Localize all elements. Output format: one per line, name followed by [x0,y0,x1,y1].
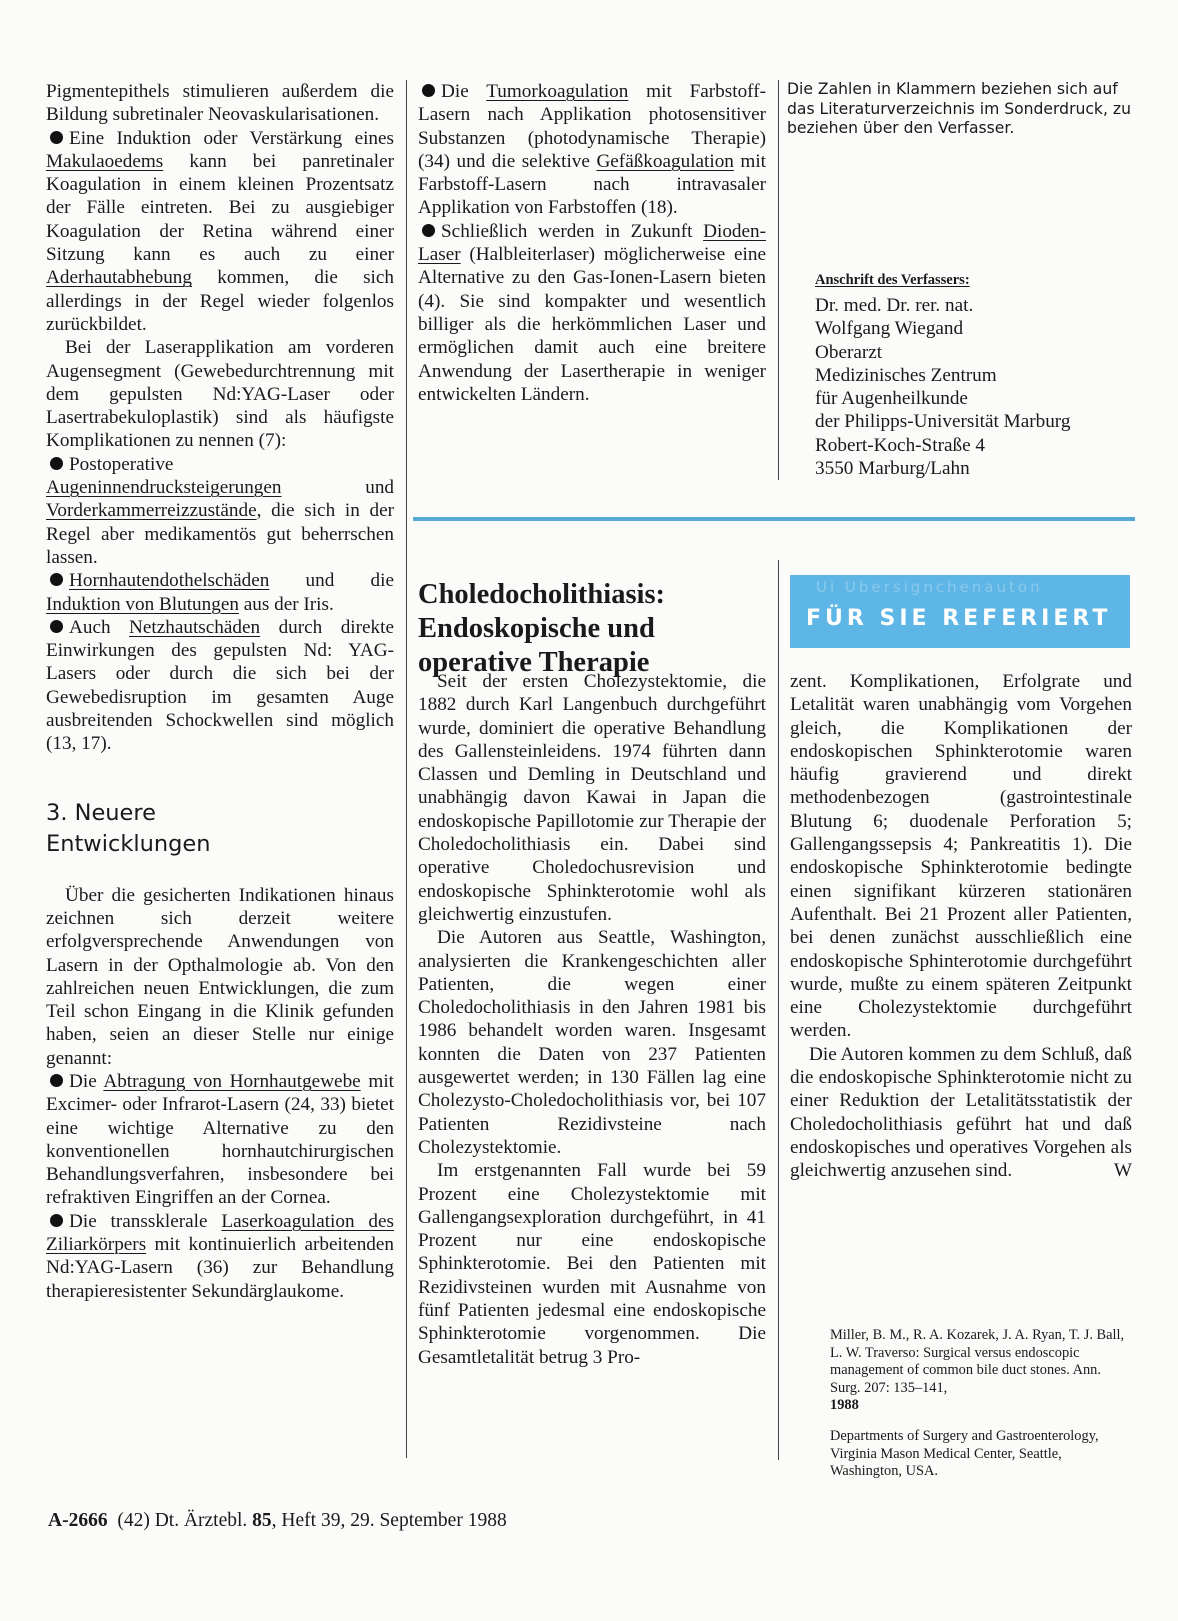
column-divider [778,560,779,1460]
address-line: der Philipps-Universität Marburg [815,411,1071,433]
badge-ghost-text: Ui Ubersignchenauton [816,578,1043,596]
bullet-icon [50,457,63,470]
article-column-right [790,670,1132,1183]
column-left [46,80,394,1303]
address-line: für Augenheilkunde [815,388,968,410]
article-title: Choledocholithiasis: Endoskopische und operative Therapie [418,579,666,678]
address-line: Dr. med. Dr. rer. nat. [815,295,974,316]
column-divider [778,80,779,480]
paragraph: Die Autoren kommen zu dem Schluß, daß die endoskopische Sphinkterotomie nicht zu einer Reduktion der Letalitätsstatistik der Choledocholithiasis geführt hat und daß endoskopisches und operatives Vorgehen als gleichwertig anzusehen sind. W [790,1043,1132,1182]
bullet-item: Die Tumorkoagulation mit Farbstoff-Lasern nach Applikation photosensitiver Substanzen (photodynamische Therapie) (34) und die selektive Gefäßkoagulation mit Farbstoff-Lasern nach intravasaler Applikation von Farbstoffen (18). [418,81,767,219]
author-address [815,272,1145,480]
column-divider [406,80,407,1458]
bullet-icon [422,224,435,237]
bullet-item: Hornhautendothelschäden und die Induktion von Blutungen aus der Iris. [46,570,394,615]
page-number: A-2666 [48,1510,108,1531]
paragraph: Pigmentepithels stimulieren außerdem die Bildung subretinaler Neovaskularisationen. [46,81,394,126]
category-badge [790,575,1130,648]
bullet-item: Schließlich werden in Zukunft Dioden-Laser (Halbleiterlaser) möglicherweise eine Alternative zu den Gas-Ionen-Lasern bieten (4). Sie sind kompakter und wesentlich billiger als die herkömmlichen Laser und ermöglichen damit auch eine breitere Anwendung der Lasertherapie in weniger entwickelten Ländern. [418,220,766,405]
bullet-item: Die transsklerale Laserkoagulation des Ziliarkörpers mit kontinuierlich arbeitenden Nd:YAG-Lasern (36) zur Behandlung therapieresistenter Sekundärglaukome. [46,1210,394,1302]
reference-year: 1988 [830,1397,859,1414]
bullet-icon [50,1214,63,1227]
page-footer: A-2666 (42) Dt. Ärztebl. 85, Heft 39, 29. September 1988 [48,1510,507,1531]
reference-citation: Miller, B. M., R. A. Kozarek, J. A. Ryan, T. J. Ball, L. W. Traverso: Surgical versus endoscopic management of common bile duct stones. Ann. Surg. 207: 135–141, 1988 [830,1327,1125,1414]
paragraph: Über die gesicherten Indikationen hinaus zeichnen sich derzeit weitere erfolgversprechende Anwendungen von Lasern in der Opthalmologie ab. Von den zahlreichen neuen Entwicklungen, die zum Teil schon Eingang in die Klinik gefunden haben, seien an dieser Stelle nur einige genannt: [46,884,394,1069]
section-rule [413,517,1135,521]
section-heading: 3. Neuere Entwicklungen [46,799,211,857]
bullet-item: Postoperative Augeninnendrucksteigerungen und Vorderkammerreizzustände, die sich in der Regel aber medikamentös gut beherrschen lassen. [46,453,394,568]
paragraph: Die Autoren aus Seattle, Washington, analysierten die Krankengeschichten aller Patienten, die wegen einer Choledocholithiasis in den Jahren 1981 bis 1986 behandelt worden waren. Insgesamt konnten die Daten von 237 Patienten ausgewertet werden; in 130 Fällen lag eine Cholezysto-Choledocholithiasis vor, bei 107 Patienten Rezidivsteine nach Cholezystektomie. [418,927,766,1158]
paragraph: Bei der Laserapplikation am vorderen Augensegment (Gewebedurchtrennung mit dem gepulsten Nd:YAG-Laser oder Lasertrabekuloplastik) sind als häufigste Komplikationen zu nennen (7): [46,337,394,452]
badge-label: FÜR SIE REFERIERT [806,606,1112,631]
address-line: 3550 Marburg/Lahn [815,458,970,480]
author-initial: W [1113,1160,1132,1182]
department-affiliation: Departments of Surgery and Gastroenterology, Virginia Mason Medical Center, Seattle, Washington, USA. [830,1428,1099,1480]
bullet-icon [50,131,63,144]
address-line: Oberarzt [815,341,883,363]
paragraph: zent. Komplikationen, Erfolgrate und Letalität waren unabhängig vom Vorgehen gleich, die Komplikationen der endoskopischen Sphinkterotomie waren häufig gravierend und direkt methodenbezogen (gastrointestinale Blutung 6; duodenale Perforation 5; Gallengangssepsis 4; Pankreatitis 1). Die endoskopische Sphinkterotomie bedingte einen signifikant kürzeren stationären Aufenthalt. Bei 21 Prozent aller Patienten, bei denen zunächst ausschließlich eine endoskopische Sphinterotomie durchgeführt wurde, mußte zu einem späteren Zeitpunkt eine Cholezystektomie durchgeführt werden. [790,671,1132,1042]
bullet-icon [50,1074,63,1087]
reference-note: Die Zahlen in Klammern beziehen sich auf das Literaturverzeichnis im Sonderdruck, zu beziehen über den Verfasser. [787,80,1131,138]
bullet-icon [422,84,435,97]
address-title: Anschrift des Verfassers: [815,272,970,288]
paragraph: Im erstgenannten Fall wurde bei 59 Prozent eine Cholezystektomie mit Gallengangsexploration durchgeführt, in 41 Prozent nur eine endoskopische Sphinkterotomie. Bei den Patienten mit Rezidivsteinen wurden mit Ausnahme von fünf Patienten jedesmal eine endoskopische Sphinkterotomie vorgenommen. Die Gesamtletalität betrug 3 Pro- [418,1160,766,1368]
paragraph: Seit der ersten Cholezystektomie, die 1882 durch Karl Langenbuch durchgeführt wurde, dominiert die operative Behandlung des Gallensteinleidens. 1974 führten dann Classen und Demling in Deutschland und unabhängig davon Kawai in Japan die endoskopische Papillotomie zur Therapie der Choledocholithiasis ein. Dabei sind operative Choledochusrevision und endoskopische Sphinkterotomie wohl als gleichwertig einzustufen. [418,671,766,925]
bullet-item: Auch Netzhautschäden durch direkte Einwirkungen des gepulsten Nd: YAG-Lasers oder durch die sich bei der Gewebedisruption im gesamten Auge ausbreitenden Schockwellen sind möglich (13, 17). [46,616,394,755]
article-column-middle [418,670,766,1369]
address-line: Wolfgang Wiegand [815,318,964,340]
bullet-item: Die Abtragung von Hornhautgewebe mit Excimer- oder Infrarot-Lasern (24, 33) bietet eine wichtige Alternative zu den konventionellen hornhautchirurgischen Behandlungsverfahren, insbesondere bei refraktiven Eingriffen an der Cornea. [46,1070,394,1209]
bullet-icon [50,573,63,586]
bullet-icon [50,620,63,633]
address-line: Medizinisches Zentrum [815,364,997,386]
column-middle [418,80,766,406]
bullet-item: Eine Induktion oder Verstärkung eines Makulaoedems kann bei panretinaler Koagulation in einem kleinen Prozentsatz der Fälle eintreten. Bei zu ausgiebiger Koagulation der Retina während einer Sitzung kann es auch zu einer Aderhautabhebung kommen, die sich allerdings in der Regel wieder folgenlos zurückbildet. [46,127,394,335]
address-line: Robert-Koch-Straße 4 [815,434,985,456]
